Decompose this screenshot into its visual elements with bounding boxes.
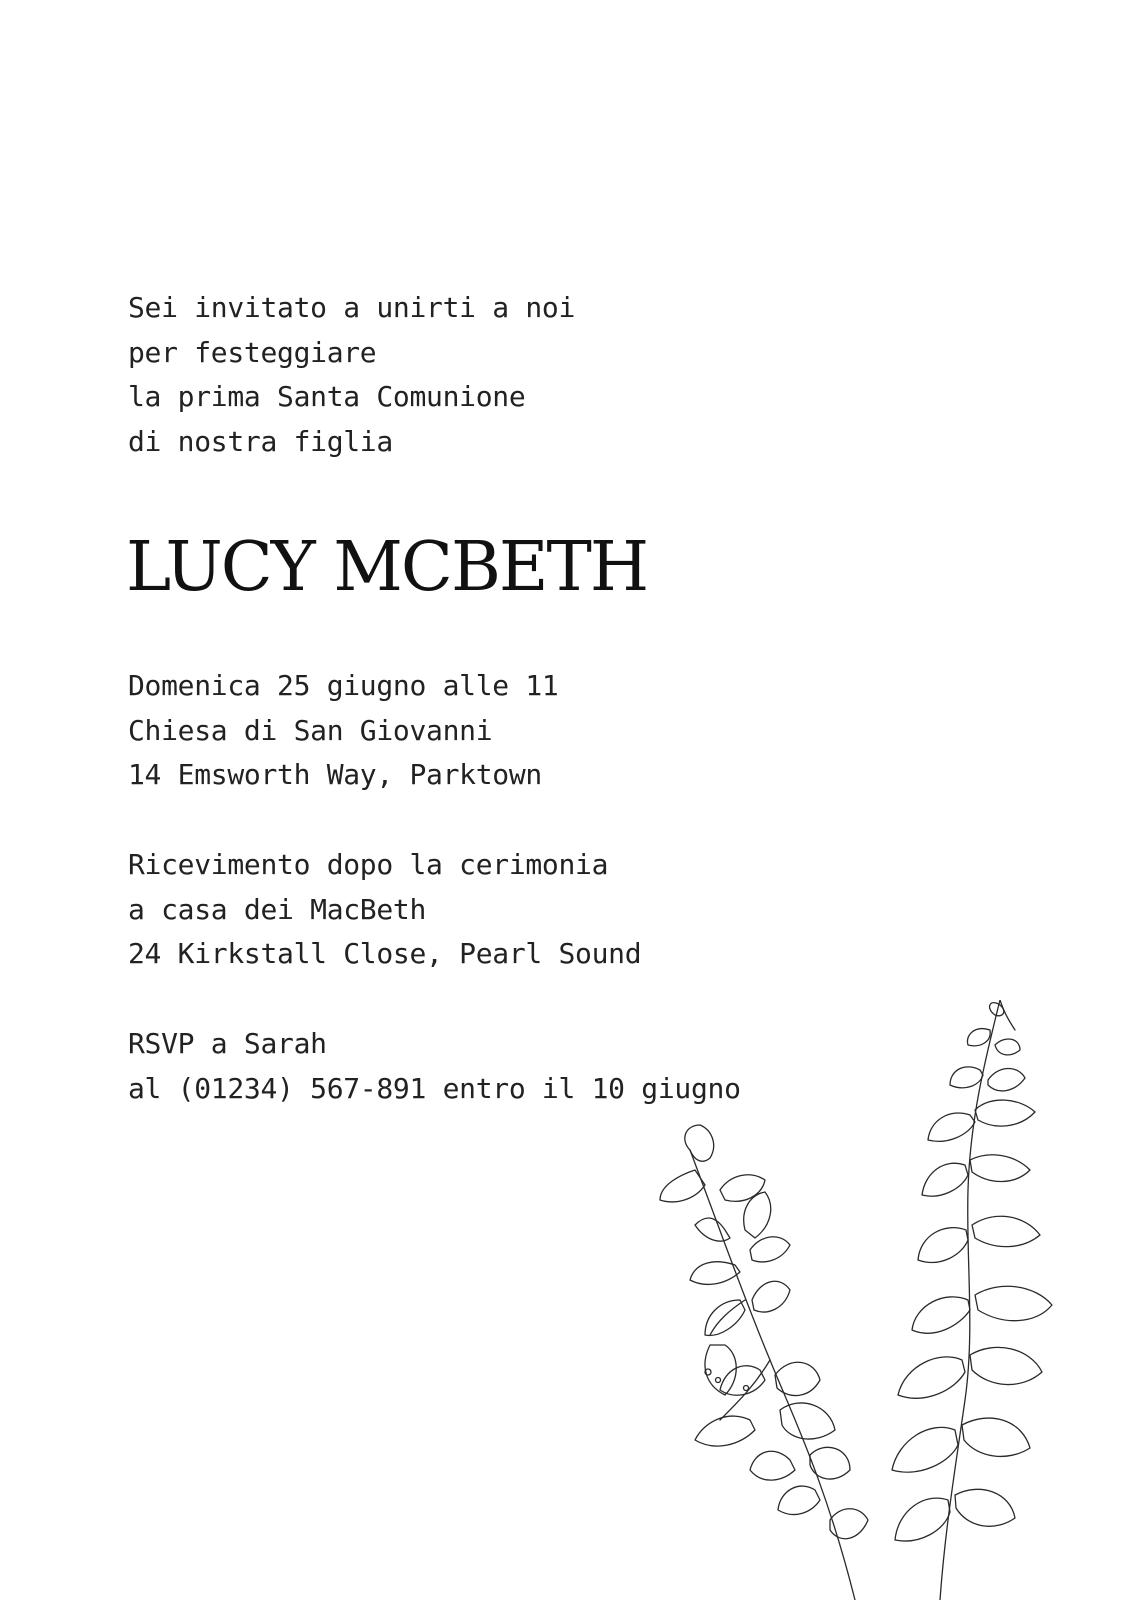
leaf xyxy=(830,1509,868,1539)
intro-line: Sei invitato a unirti a noi xyxy=(128,291,576,324)
leaf xyxy=(752,1281,790,1312)
leaf xyxy=(918,1228,968,1263)
leaf xyxy=(720,1366,765,1395)
leaf xyxy=(967,1029,990,1046)
rsvp-phone-deadline: al (01234) 567-891 entro il 10 giugno xyxy=(128,1071,741,1105)
reception-address: 24 Kirkstall Close, Pearl Sound xyxy=(128,937,642,970)
leaf xyxy=(695,1416,755,1446)
leaf xyxy=(720,1175,765,1202)
leaf xyxy=(660,1170,705,1202)
leaf xyxy=(955,1489,1015,1526)
leaf xyxy=(972,1216,1040,1246)
leaf xyxy=(705,1300,745,1335)
berry xyxy=(716,1378,721,1383)
leaf xyxy=(912,1297,970,1333)
intro-text xyxy=(128,286,575,464)
leaf xyxy=(685,1125,714,1161)
berry xyxy=(744,1386,749,1391)
leaf xyxy=(970,1155,1030,1182)
ceremony-address: 14 Emsworth Way, Parktown xyxy=(128,758,542,791)
leaf xyxy=(898,1357,965,1398)
right-branch-stem xyxy=(940,1000,1000,1600)
leaf xyxy=(988,1068,1025,1090)
leaf xyxy=(950,1067,983,1088)
leaf xyxy=(995,1039,1020,1055)
eucalyptus-illustration xyxy=(650,1000,1090,1600)
leaf xyxy=(922,1163,968,1196)
intro-line: di nostra figlia xyxy=(128,424,393,458)
leaf xyxy=(695,1218,730,1241)
leaf xyxy=(975,1286,1052,1320)
left-branch-stem xyxy=(690,1150,855,1600)
leaf xyxy=(962,1418,1030,1456)
leaf xyxy=(780,1403,835,1439)
leaf xyxy=(750,1237,790,1262)
rsvp-contact: RSVP a Sarah xyxy=(128,1027,327,1060)
reception-line: Ricevimento dopo la cerimonia xyxy=(128,848,609,881)
ceremony-venue: Chiesa di San Giovanni xyxy=(128,713,493,747)
child-name-heading: LUCY MCBETH xyxy=(126,528,648,607)
leaf xyxy=(928,1113,975,1141)
leaf xyxy=(970,1347,1042,1384)
leaf xyxy=(892,1427,958,1472)
ceremony-date: Domenica 25 giugno alle 11 xyxy=(128,669,559,702)
leaf xyxy=(975,1100,1035,1126)
reception-line: a casa dei MacBeth xyxy=(128,892,427,926)
leaf xyxy=(895,1498,950,1541)
leaf xyxy=(810,1447,850,1479)
reception-details xyxy=(128,843,641,977)
ceremony-details xyxy=(128,664,559,798)
rsvp-details xyxy=(128,1022,741,1111)
leaf xyxy=(778,1486,820,1514)
leaf xyxy=(775,1362,820,1395)
intro-line: la prima Santa Comunione xyxy=(128,380,526,413)
leaf xyxy=(750,1451,795,1480)
intro-line: per festeggiare xyxy=(128,335,377,369)
